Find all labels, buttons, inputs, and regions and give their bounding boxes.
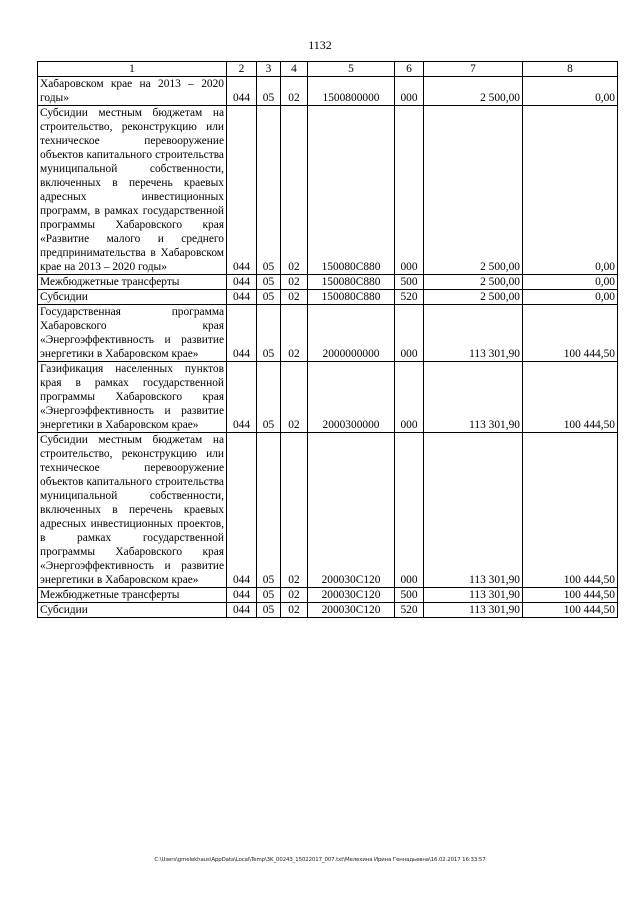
- row-amount-2: 0,00: [523, 106, 618, 275]
- row-ministry-code: 044: [227, 305, 257, 362]
- col-header-2: 2: [227, 62, 257, 77]
- row-subsection-code: 02: [281, 362, 308, 433]
- row-amount-1: 113 301,90: [424, 603, 523, 618]
- row-ministry-code: 044: [227, 77, 257, 106]
- row-amount-2: 0,00: [523, 290, 618, 305]
- table-row: [38, 305, 618, 362]
- row-ministry-code: 044: [227, 362, 257, 433]
- col-header-1: 1: [38, 62, 227, 77]
- budget-table: [37, 61, 618, 618]
- row-subsection-code: 02: [281, 106, 308, 275]
- row-ministry-code: 044: [227, 290, 257, 305]
- col-header-4: 4: [281, 62, 308, 77]
- row-expense-type: 000: [395, 77, 424, 106]
- row-section-code: 05: [257, 106, 281, 275]
- row-amount-2: 0,00: [523, 275, 618, 290]
- row-subsection-code: 02: [281, 433, 308, 588]
- col-header-3: 3: [257, 62, 281, 77]
- row-amount-1: 2 500,00: [424, 106, 523, 275]
- row-name: Межбюджетные трансферты: [38, 588, 227, 603]
- table-row: [38, 433, 618, 588]
- table-row: [38, 603, 618, 618]
- row-amount-1: 113 301,90: [424, 588, 523, 603]
- row-target-code: 150080C880: [308, 290, 395, 305]
- row-amount-1: 2 500,00: [424, 275, 523, 290]
- row-section-code: 05: [257, 290, 281, 305]
- row-target-code: 150080C880: [308, 275, 395, 290]
- row-target-code: 200030C120: [308, 588, 395, 603]
- col-header-6: 6: [395, 62, 424, 77]
- col-header-5: 5: [308, 62, 395, 77]
- footer-file-path: C:\Users\gmelekhaus\AppData\Local\Temp\3K_00243_15022017_007.txt\Мелехина Ирина Геннадьевна\16.02.2017 16:33:57: [154, 857, 486, 863]
- row-amount-2: 100 444,50: [523, 362, 618, 433]
- row-name: Субсидии: [38, 290, 227, 305]
- row-ministry-code: 044: [227, 588, 257, 603]
- row-amount-1: 2 500,00: [424, 290, 523, 305]
- row-amount-2: 0,00: [523, 77, 618, 106]
- row-subsection-code: 02: [281, 77, 308, 106]
- table-row: [38, 588, 618, 603]
- table-row: [38, 290, 618, 305]
- row-amount-1: 2 500,00: [424, 77, 523, 106]
- row-target-code: 1500800000: [308, 77, 395, 106]
- row-amount-2: 100 444,50: [523, 433, 618, 588]
- row-section-code: 05: [257, 603, 281, 618]
- row-section-code: 05: [257, 275, 281, 290]
- row-section-code: 05: [257, 433, 281, 588]
- row-expense-type: 500: [395, 275, 424, 290]
- row-amount-1: 113 301,90: [424, 362, 523, 433]
- row-name: Газификация населенных пунктов края в рамках государственной программы Хабаровского края «Энергоэффективность и развитие энергетики в Хабаровском крае»: [38, 362, 227, 433]
- header-row: [38, 62, 618, 77]
- row-target-code: 200030C120: [308, 433, 395, 588]
- row-expense-type: 520: [395, 603, 424, 618]
- row-expense-type: 000: [395, 305, 424, 362]
- row-subsection-code: 02: [281, 603, 308, 618]
- row-ministry-code: 044: [227, 603, 257, 618]
- row-subsection-code: 02: [281, 588, 308, 603]
- row-subsection-code: 02: [281, 275, 308, 290]
- row-name: Субсидии местным бюджетам на строительство, реконструкцию или техническое перевооружение объектов капитального строительства муниципальной собственности, включенных в перечень краевых адресных инвестиционных программ, в рамках государственной программы Хабаровского края «Развитие малого и среднего предпринимательства в Хабаровском крае на 2013 – 2020 годы»: [38, 106, 227, 275]
- row-expense-type: 500: [395, 588, 424, 603]
- row-section-code: 05: [257, 588, 281, 603]
- row-target-code: 200030C120: [308, 603, 395, 618]
- row-section-code: 05: [257, 362, 281, 433]
- row-name: Субсидии местным бюджетам на строительство, реконструкцию или техническое перевооружение объектов капитального строительства муниципальной собственности, включенных в перечень краевых адресных инвестиционных проектов, в рамках государственной программы Хабаровского края «Энергоэффективность и развитие энергетики в Хабаровском крае»: [38, 433, 227, 588]
- row-section-code: 05: [257, 77, 281, 106]
- row-amount-2: 100 444,50: [523, 603, 618, 618]
- row-amount-1: 113 301,90: [424, 305, 523, 362]
- row-name: Государственная программа Хабаровского края «Энергоэффективность и развитие энергетики в Хабаровском крае»: [38, 305, 227, 362]
- row-subsection-code: 02: [281, 305, 308, 362]
- row-amount-2: 100 444,50: [523, 588, 618, 603]
- row-amount-1: 113 301,90: [424, 433, 523, 588]
- row-target-code: 150080C880: [308, 106, 395, 275]
- row-name: Субсидии: [38, 603, 227, 618]
- table-row: [38, 362, 618, 433]
- row-expense-type: 000: [395, 106, 424, 275]
- table-row: [38, 106, 618, 275]
- row-target-code: 2000000000: [308, 305, 395, 362]
- row-ministry-code: 044: [227, 433, 257, 588]
- row-amount-2: 100 444,50: [523, 305, 618, 362]
- row-ministry-code: 044: [227, 106, 257, 275]
- row-name: Межбюджетные трансферты: [38, 275, 227, 290]
- page-number: 1132: [308, 38, 332, 52]
- row-expense-type: 000: [395, 362, 424, 433]
- table-row: [38, 77, 618, 106]
- table-row: [38, 275, 618, 290]
- row-expense-type: 520: [395, 290, 424, 305]
- col-header-7: 7: [424, 62, 523, 77]
- row-section-code: 05: [257, 305, 281, 362]
- row-target-code: 2000300000: [308, 362, 395, 433]
- row-expense-type: 000: [395, 433, 424, 588]
- row-ministry-code: 044: [227, 275, 257, 290]
- row-name: Хабаровском крае на 2013 – 2020 годы»: [38, 77, 227, 106]
- row-subsection-code: 02: [281, 290, 308, 305]
- col-header-8: 8: [523, 62, 618, 77]
